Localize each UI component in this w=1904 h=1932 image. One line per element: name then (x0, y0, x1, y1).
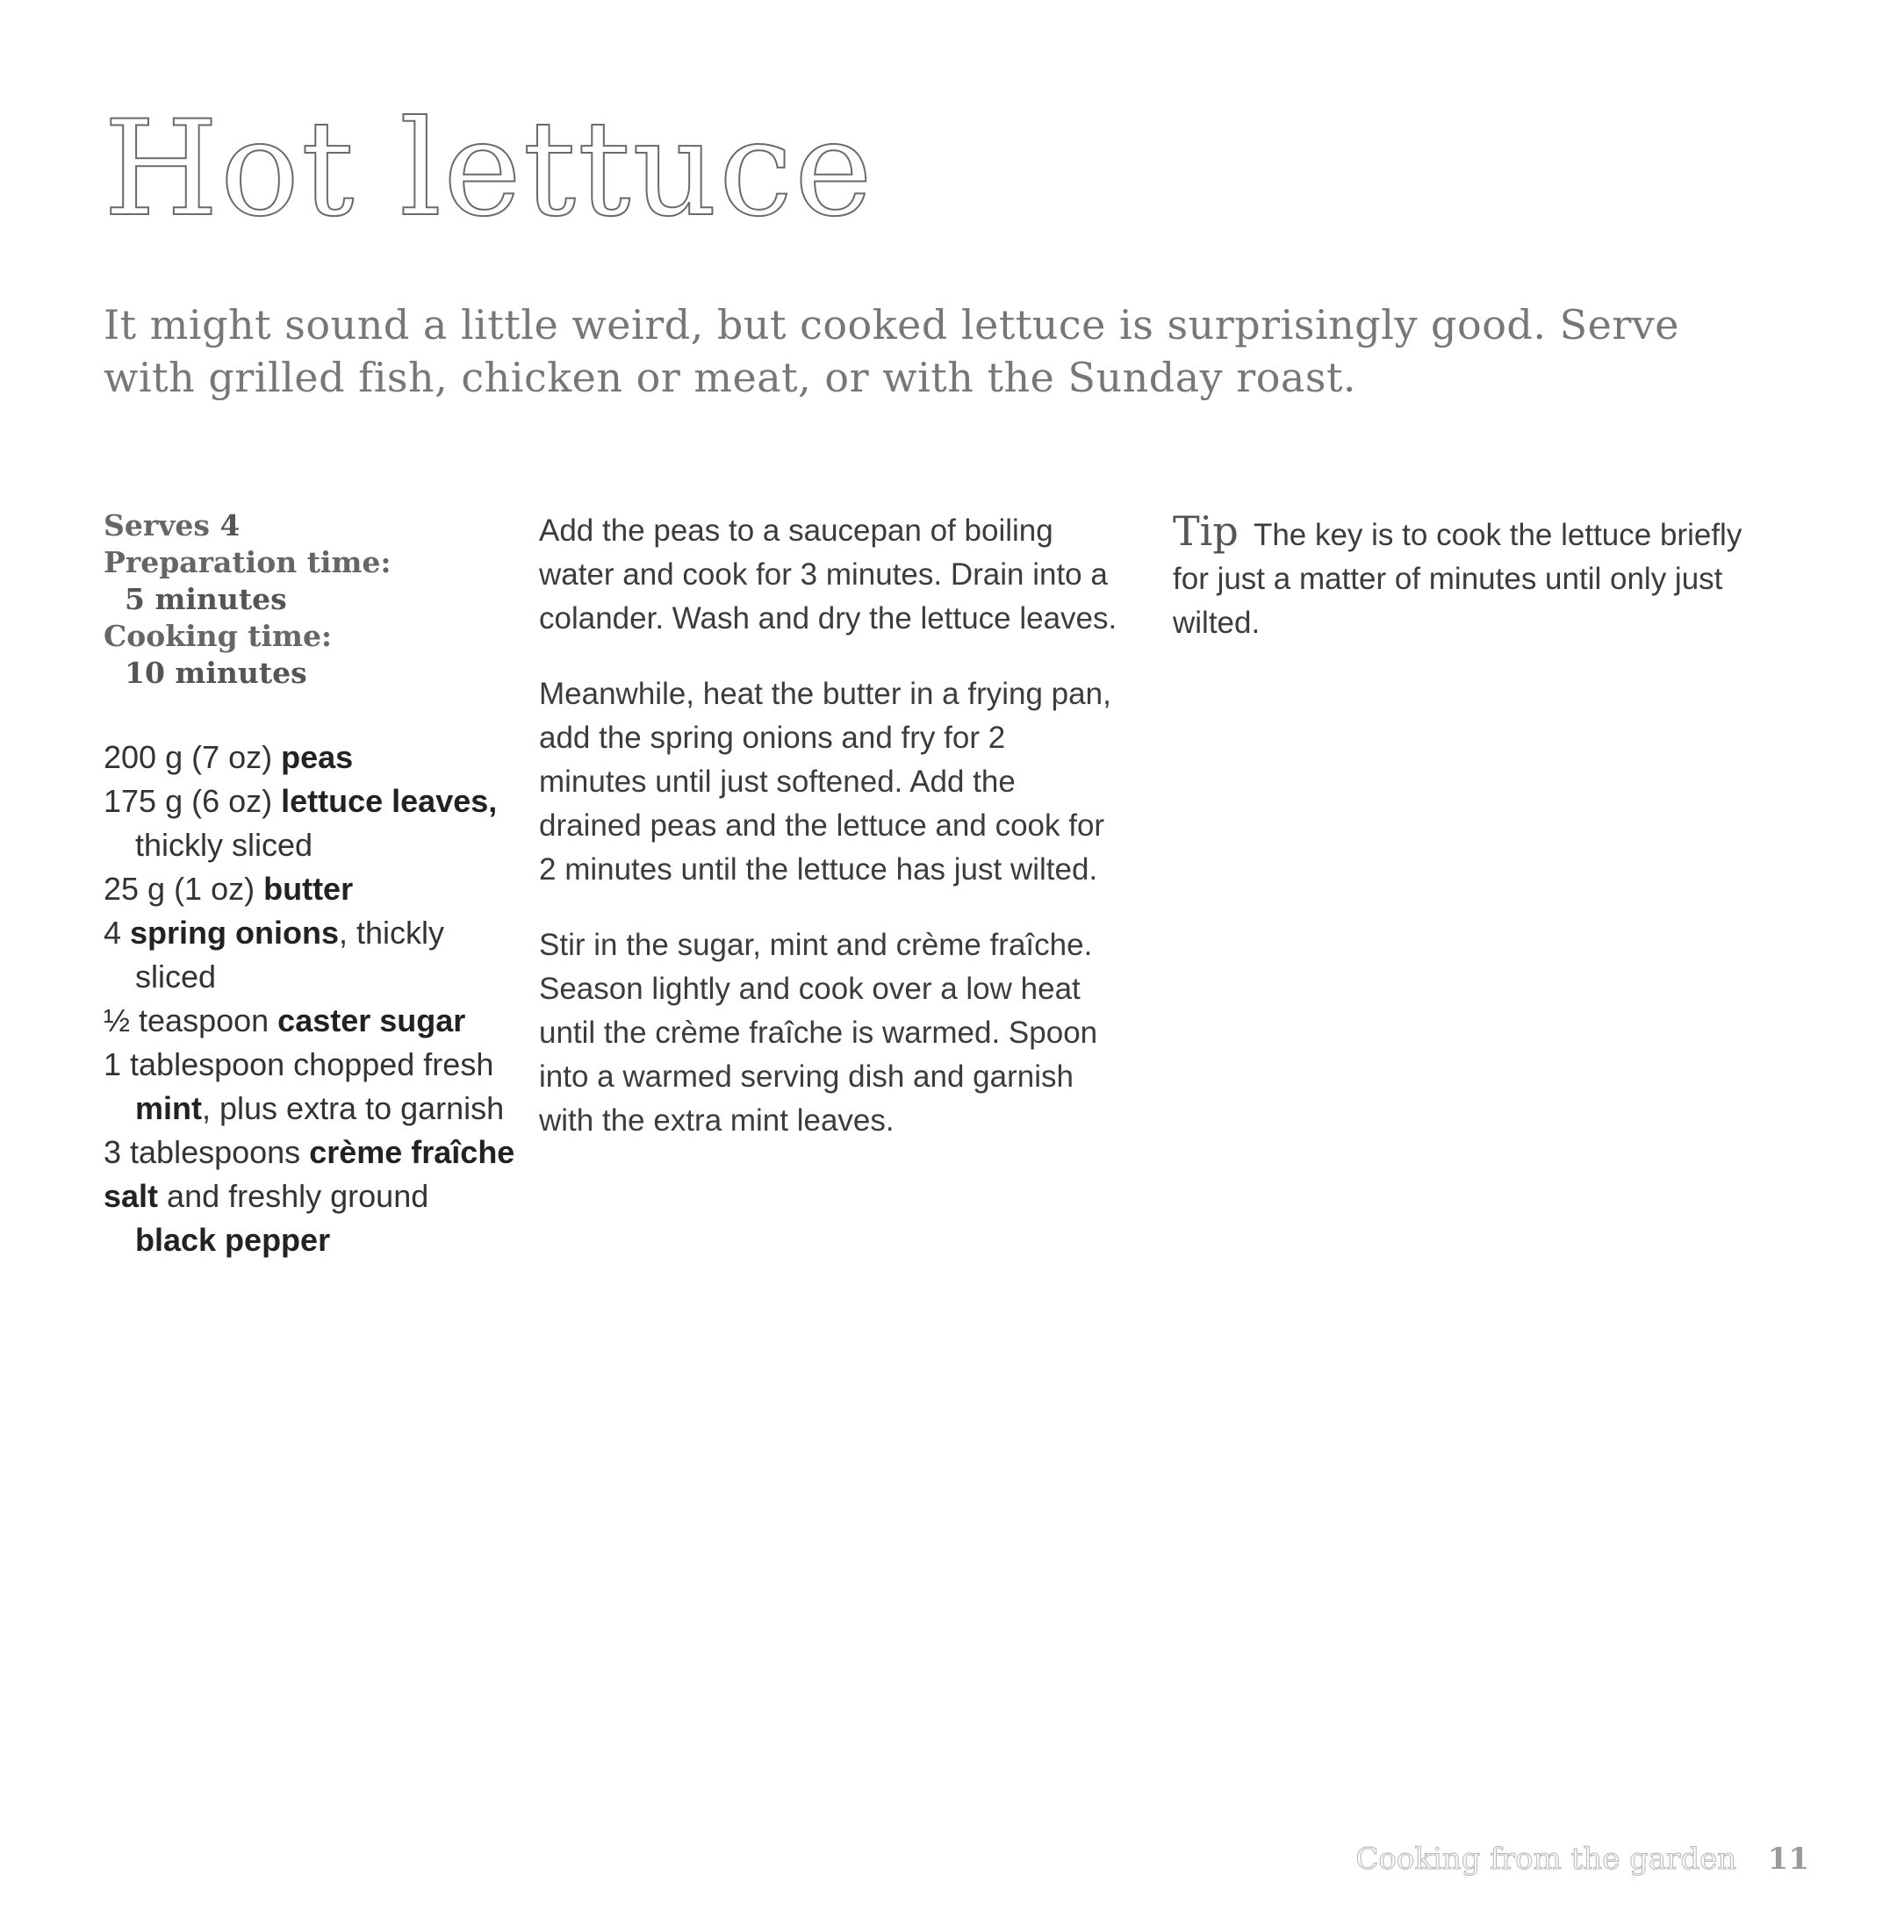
ingredient-item: 25 g (1 oz) butter (104, 871, 354, 907)
ingredient-item: 3 tablespoons crème fraîche (104, 1134, 515, 1170)
recipe-intro: It might sound a little weird, but cooked lettuce is surprisingly good. Serve with grilled fish, chicken or meat, or with the Sunday roast. (104, 301, 1680, 401)
method-column (539, 509, 1118, 1174)
ingredients-column (104, 507, 516, 1262)
ingredient-item: 1 tablespoon chopped fresh mint, plus extra to garnish (104, 1046, 505, 1126)
ingredient-item: ½ teaspoon caster sugar (104, 1002, 466, 1038)
serves-row (104, 507, 516, 544)
ingredient-list (104, 736, 516, 1262)
method-step: Stir in the sugar, mint and crème fraîche. Season lightly and cook over a low heat until the crème fraîche is warmed. Spoon into a warmed serving dish and garnish with the extra mint leaves. (539, 928, 1098, 1138)
tip-label: Tip (1173, 507, 1239, 555)
method-step: Add the peas to a saucepan of boiling water and cook for 3 minutes. Drain into a colander. Wash and dry the lettuce leaves. (539, 514, 1117, 636)
cook-time-value: 10 minutes (125, 656, 307, 690)
section-title: Cooking from the garden (1355, 1842, 1737, 1877)
prep-time-label: Preparation time: (104, 545, 392, 579)
serves-value: 4 (219, 508, 241, 542)
ingredient-item: 200 g (7 oz) peas (104, 739, 354, 775)
ingredient-item: salt and freshly ground black pepper (104, 1178, 429, 1258)
tip-column (1173, 509, 1778, 645)
page-number: 11 (1767, 1842, 1809, 1877)
prep-time-value: 5 minutes (125, 582, 287, 616)
tip-box (1173, 509, 1778, 645)
recipe-title: Hot lettuce (104, 93, 874, 246)
method-step: Meanwhile, heat the butter in a frying pan, add the spring onions and fry for 2 minutes until just softened. Add the drained peas and the lettuce and cook for 2 minutes until the lettuce has just wilted. (539, 677, 1111, 887)
recipe-meta (104, 507, 516, 692)
ingredient-item: 175 g (6 oz) lettuce leaves, thickly sliced (104, 783, 498, 863)
ingredient-item: 4 spring onions, thickly sliced (104, 915, 445, 995)
tip-text: The key is to cook the lettuce briefly for just a matter of minutes until only just wilted. (1173, 518, 1742, 640)
page-footer (1355, 1842, 1809, 1877)
cook-time-label: Cooking time: (104, 619, 333, 653)
serves-label: Serves (104, 508, 210, 542)
